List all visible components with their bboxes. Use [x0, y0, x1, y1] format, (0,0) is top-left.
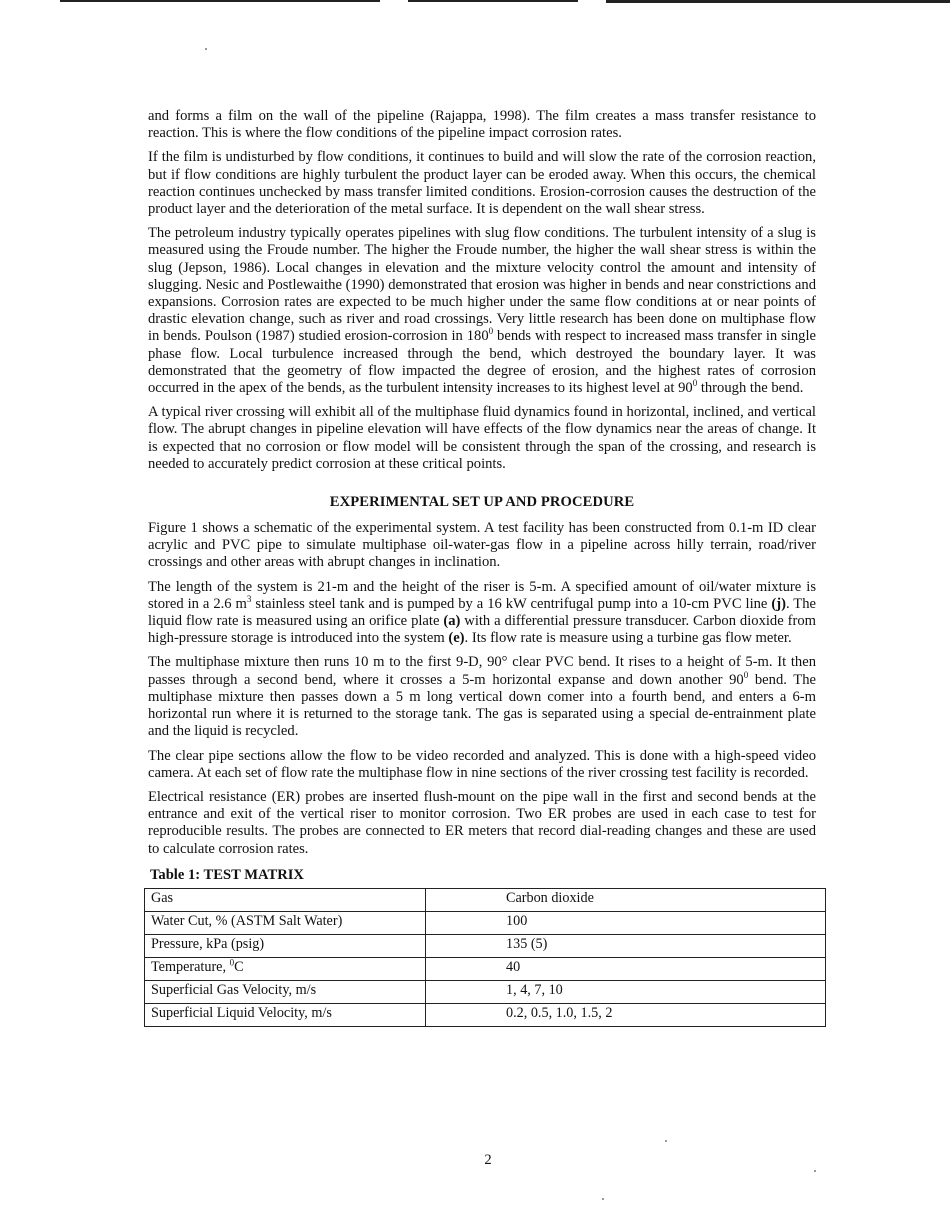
table-row: [145, 957, 826, 980]
table-cell-value: 1, 4, 7, 10: [426, 980, 826, 1003]
table-cell-key: Superficial Liquid Velocity, m/s: [145, 1003, 426, 1026]
table-cell-value: 40: [426, 957, 826, 980]
table-cell-key: Pressure, kPa (psig): [145, 934, 426, 957]
table-row: [145, 911, 826, 934]
scan-speck: [814, 1170, 816, 1172]
scan-edge-line: [408, 0, 578, 2]
paragraph: Electrical resistance (ER) probes are inserted flush-mount on the pipe wall in the first and second bends at the entrance and exit of the vertical riser to monitor corrosion. Two ER probes are used in each case to test for reproducible results. The probes are connected to ER meters that record dial-reading changes and these are used to calculate corrosion rates.: [148, 788, 816, 857]
table-cell-key: Temperature, $^0$C: [145, 957, 426, 980]
table-cell-value: 135 (5): [426, 934, 826, 957]
paragraph: If the film is undisturbed by flow conditions, it continues to build and will slow the rate of the corrosion reaction, but if flow conditions are highly turbulent the product layer can be eroded away. When this occurs, the chemical reaction continues unchecked by mass transfer limited conditions. Erosion-corrosion causes the destruction of the product layer and the deterioration of the metal surface. It is dependent on the wall shear stress.: [148, 149, 816, 218]
page-number: 2: [484, 1152, 492, 1168]
table-cell-value: 100: [426, 911, 826, 934]
scan-edge-line: [606, 0, 950, 3]
table-cell-key: Superficial Gas Velocity, m/s: [145, 980, 426, 1003]
document-page: [148, 108, 816, 1027]
table-row: [145, 980, 826, 1003]
paragraph: The multiphase mixture then runs 10 m to the first 9-D, 90° clear PVC bend. It rises to a height of 5-m. It then passes through a second bend, where it crosses a 5-m horizontal expanse and down another $90^0$ bend. The multiphase mixture then passes down a 5 m long vertical down comer into a fourth bend, and enters a 6-m horizontal run where it is returned to the storage tank. The gas is separated using a special de-entrainment plate and the liquid is recycled.: [148, 654, 816, 740]
paragraph: A typical river crossing will exhibit all of the multiphase fluid dynamics found in horizontal, inclined, and vertical flow. The abrupt changes in pipeline elevation will have effects of the flow dynamics near the areas of change. It is expected that no corrosion or flow model will be consistent through the span of the crossing, and research is needed to accurately predict corrosion at these critical points.: [148, 404, 816, 472]
scan-speck: [205, 48, 207, 50]
table-row: [145, 1003, 826, 1026]
table-cell-key: Water Cut, % (ASTM Salt Water): [145, 911, 426, 934]
paragraph: Figure 1 shows a schematic of the experimental system. A test facility has been constructed from 0.1-m ID clear acrylic and PVC pipe to simulate multiphase oil-water-gas flow in a pipeline across hilly terrain, road/river crossings and other areas with abrupt changes in inclination.: [148, 520, 816, 571]
scan-edge-line: [60, 0, 380, 2]
paragraph: and forms a film on the wall of the pipeline (Rajappa, 1998). The film creates a mass transfer resistance to reaction. This is where the flow conditions of the pipeline impact corrosion rates.: [148, 108, 816, 142]
section-heading: EXPERIMENTAL SET UP AND PROCEDURE: [329, 494, 635, 511]
table-cell-key: Gas: [145, 888, 426, 911]
scan-speck: [665, 1140, 667, 1142]
table-cell-value: Carbon dioxide: [426, 888, 826, 911]
paragraph: The length of the system is 21-m and the height of the riser is 5-m. A specified amount of oil/water mixture is stored in a 2.6 $m^3$ stainless steel tank and is pumped by a 16 kW centrifugal pump into a 10-cm PVC line (j). The liquid flow rate is measured using an orifice plate (a) with a differential pressure transducer. Carbon dioxide from high-pressure storage is introduced into the system (e). Its flow rate is measure using a turbine gas flow meter.: [148, 578, 816, 647]
paragraph: The clear pipe sections allow the flow to be video recorded and analyzed. This is done with a high-speed video camera. At each set of flow rate the multiphase flow in nine sections of the river crossing test facility is recorded.: [148, 747, 816, 781]
table-row: [145, 934, 826, 957]
test-matrix-table: [144, 888, 826, 1027]
table-row: [145, 888, 826, 911]
table-caption: Table 1: TEST MATRIX: [150, 866, 304, 883]
table-cell-value: 0.2, 0.5, 1.0, 1.5, 2: [426, 1003, 826, 1026]
paragraph: The petroleum industry typically operates pipelines with slug flow conditions. The turbulent intensity of a slug is measured using the Froude number. The higher the Froude number, the higher the wall shear stress is within the slug (Jepson, 1986). Local changes in elevation and the mixture velocity control the amount and intensity of slugging. Nesic and Postlewaithe (1990) demonstrated that erosion was higher in bends and near constrictions and expansions. Corrosion rates are expected to be much higher under the same flow conditions at or near points of drastic elevation change, such as river and road crossings. Very little research has been done on multiphase flow in bends. Poulson (1987) studied erosion-corrosion in $180^0$ bends with respect to increased mass transfer in single phase flow. Local turbulence increased through the bend, which destroyed the boundary layer. It was demonstrated that the geometry of flow impacted the degree of erosion, and the highest rates of corrosion occurred in the apex of the bends, as the turbulent intensity increases to its highest level at $90^0$ through the bend.: [148, 225, 816, 397]
scan-speck: [602, 1198, 604, 1200]
